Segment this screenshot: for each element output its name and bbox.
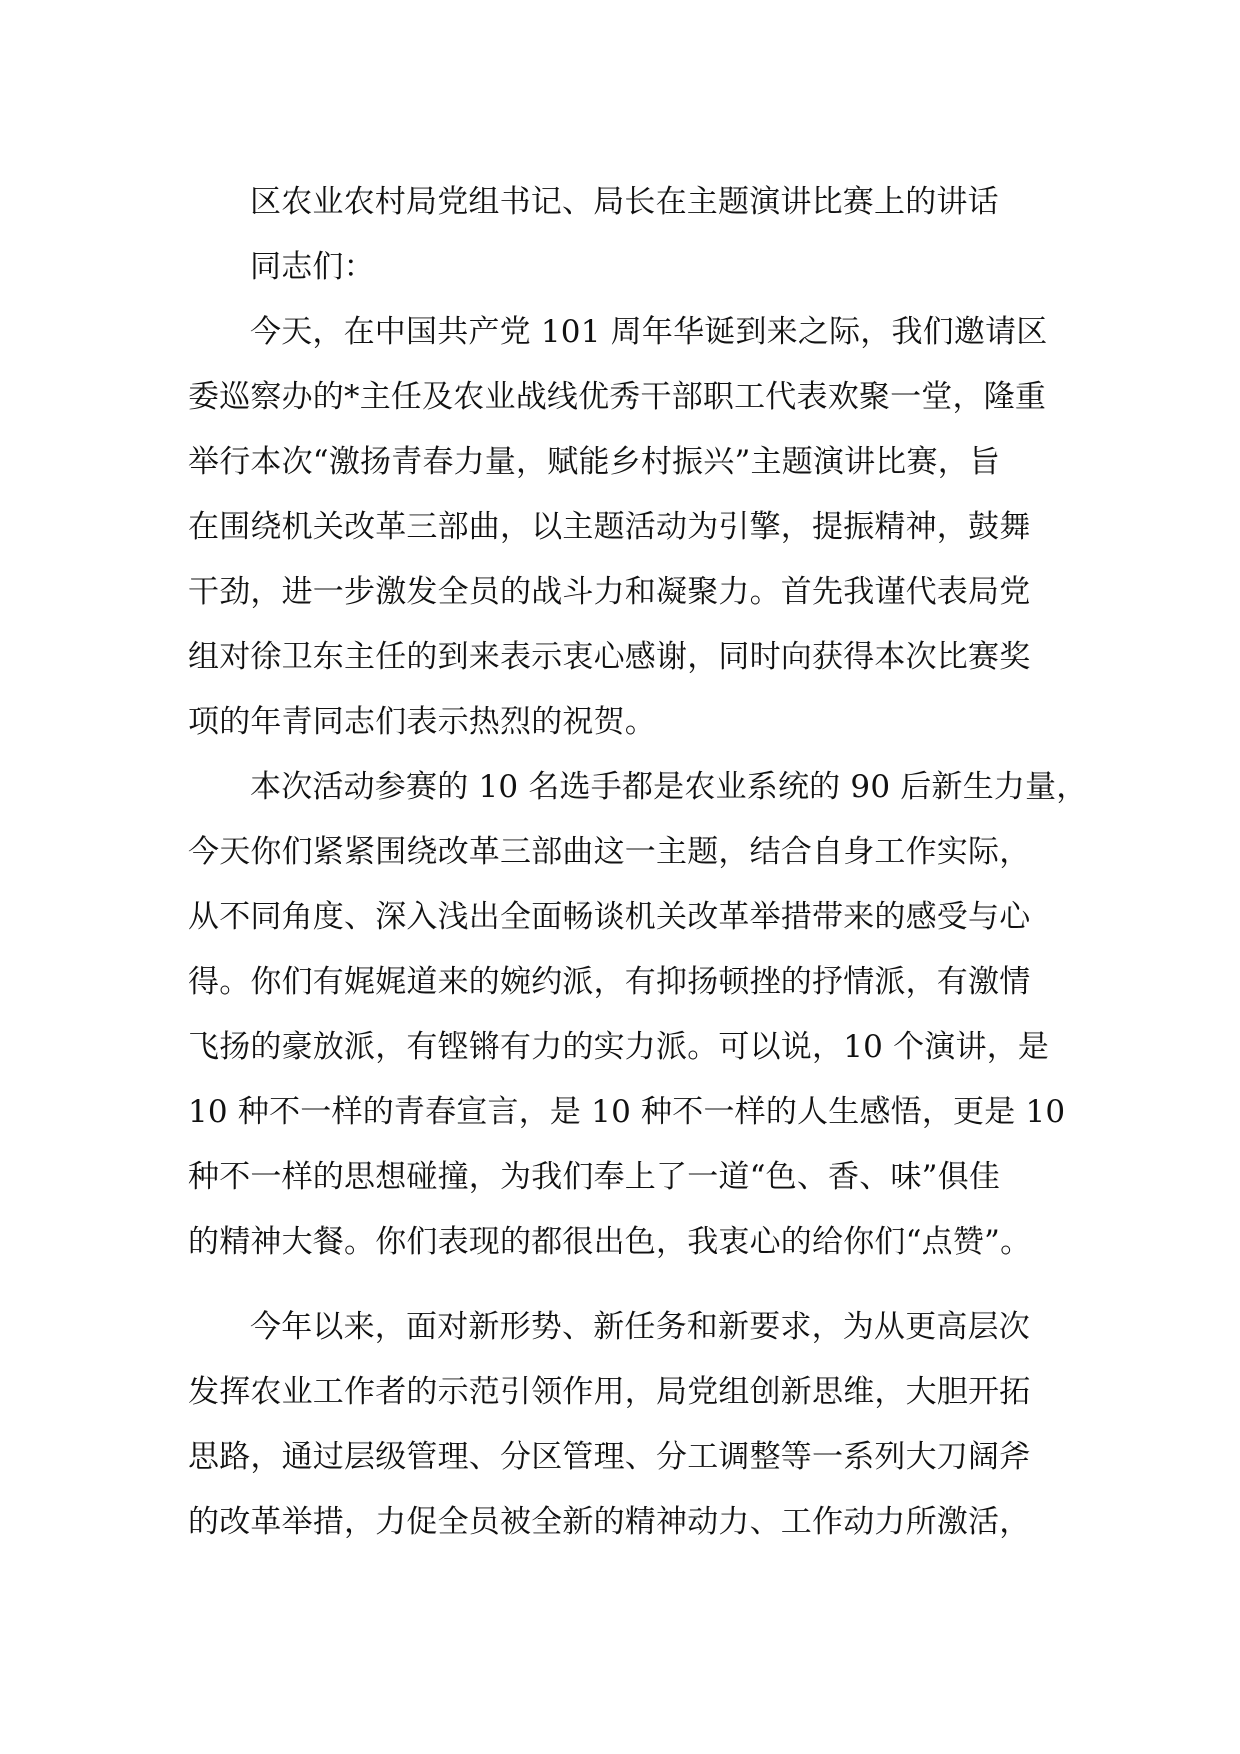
paragraph-line: 的改革举措，力促全员被全新的精神动力、工作动力所激活， (188, 1504, 1031, 1540)
paragraph-line: 10 种不一样的青春宣言，是 10 种不一样的人生感悟，更是 10 (188, 1094, 1066, 1130)
paragraph-line: 组对徐卫东主任的到来表示衷心感谢，同时向获得本次比赛奖 (188, 639, 1031, 675)
paragraph-line: 种不一样的思想碰撞，为我们奉上了一道“色、香、味”俱佳 (188, 1159, 1001, 1195)
paragraph-line: 今年以来，面对新形势、新任务和新要求，为从更高层次 (250, 1309, 1030, 1345)
paragraph-line: 从不同角度、深入浅出全面畅谈机关改革举措带来的感受与心 (188, 899, 1031, 935)
paragraph-line: 本次活动参赛的 10 名选手都是农业系统的 90 后新生力量， (250, 769, 1088, 805)
paragraph-line: 干劲，进一步激发全员的战斗力和凝聚力。首先我谨代表局党 (188, 574, 1031, 610)
paragraph-line: 得。你们有娓娓道来的婉约派，有抑扬顿挫的抒情派，有激情 (188, 964, 1031, 1000)
document-title: 区农业农村局党组书记、局长在主题演讲比赛上的讲话 (250, 184, 999, 220)
paragraph-line: 飞扬的豪放派，有铿锵有力的实力派。可以说，10 个演讲，是 (188, 1029, 1050, 1065)
paragraph-line: 发挥农业工作者的示范引领作用，局党组创新思维，大胆开拓 (188, 1374, 1031, 1410)
salutation: 同志们： (250, 249, 375, 285)
paragraph-line: 在围绕机关改革三部曲，以主题活动为引擎，提振精神，鼓舞 (188, 509, 1031, 545)
paragraph-2 (188, 755, 1088, 1275)
paragraph-line: 举行本次“激扬青春力量，赋能乡村振兴”主题演讲比赛，旨 (188, 444, 1001, 480)
document-page (188, 170, 1088, 1555)
paragraph-line: 今天你们紧紧围绕改革三部曲这一主题，结合自身工作实际， (188, 834, 1031, 870)
paragraph-line: 今天，在中国共产党 101 周年华诞到来之际，我们邀请区 (250, 314, 1048, 350)
paragraph-line: 的精神大餐。你们表现的都很出色，我衷心的给你们“点赞”。 (188, 1224, 1032, 1260)
paragraph-spacer (188, 1275, 1088, 1295)
paragraph-line: 项的年青同志们表示热烈的祝贺。 (188, 704, 656, 740)
paragraph-3 (188, 1295, 1088, 1555)
paragraph-line: 思路，通过层级管理、分区管理、分工调整等一系列大刀阔斧 (188, 1439, 1031, 1475)
paragraph-1 (188, 300, 1088, 755)
paragraph-line: 委巡察办的*主任及农业战线优秀干部职工代表欢聚一堂，隆重 (188, 379, 1047, 415)
